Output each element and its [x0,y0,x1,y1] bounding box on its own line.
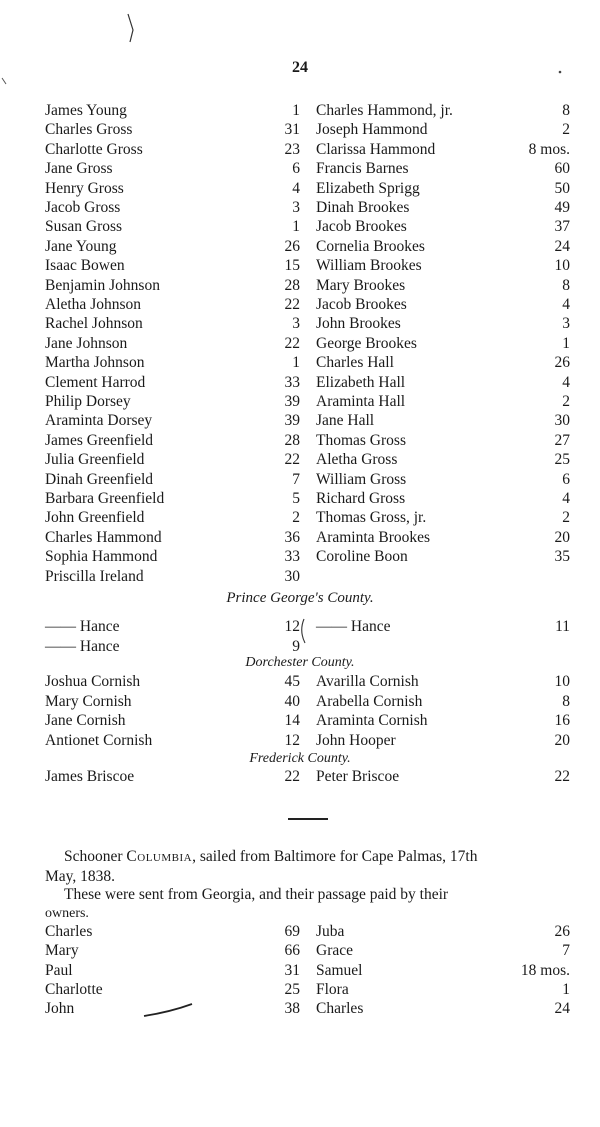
left-age: 33 [284,548,300,566]
left-age: 28 [284,431,300,449]
left-age: 15 [284,257,300,275]
right-age: 4 [562,490,570,507]
entry-row [0,431,600,450]
entry-row [0,120,600,139]
left-name: Jane Cornish [45,712,126,729]
left-age: 1 [292,218,300,236]
left-age: 38 [284,1000,300,1018]
left-age: 14 [284,712,300,729]
right-name: Juba [316,923,345,940]
entry-row [0,411,600,430]
left-name: Sophia Hammond [45,548,158,566]
right-name: Samuel [316,961,363,979]
entry-row [0,767,600,786]
entry-row [0,941,600,960]
right-name: Richard Gross [316,490,406,507]
schooner-line-4: owners. [45,906,89,921]
left-age: 66 [284,942,300,960]
left-name: Jane Gross [45,160,113,178]
stray-pen-stroke [140,998,220,1028]
right-age: 22 [554,768,570,785]
right-name: Elizabeth Sprigg [316,179,420,197]
right-name: Coroline Boon [316,548,408,566]
entry-row [0,373,600,392]
right-age: 3 [562,315,570,333]
left-age: 23 [284,140,300,158]
left-age: 1 [292,102,300,119]
schooner-line-2: May, 1838. [45,868,116,885]
left-name: Charles Hammond [45,528,162,546]
section-divider [288,818,328,820]
left-name: Clement Harrod [45,373,146,391]
entry-row [0,276,600,295]
left-name: —— Hance [45,618,120,635]
right-name: John Brookes [316,315,401,333]
left-age: 22 [284,296,300,313]
right-name: George Brookes [316,334,417,352]
page-number: 24 [292,59,308,76]
left-age: 3 [292,199,300,216]
left-age: 45 [284,673,300,690]
left-age: 7 [292,470,300,488]
left-age: 40 [284,692,300,710]
left-age: 22 [284,768,300,785]
left-name: Antionet Cornish [45,731,153,749]
left-name: Isaac Bowen [45,257,125,275]
left-age: 69 [284,923,300,940]
entry-row [0,295,600,314]
right-name: John Hooper [316,731,396,749]
left-name: Charles [45,923,93,940]
entry-row [0,692,600,711]
county-heading-prince-georges: Prince George's County. [226,590,374,606]
right-name: Grace [316,942,353,960]
right-age: 20 [554,528,570,546]
left-name: Jacob Gross [45,199,121,216]
right-age: 26 [554,354,570,372]
right-age: 2 [562,393,570,410]
right-age: 26 [554,923,570,940]
entry-row [0,217,600,236]
right-name: Peter Briscoe [316,768,400,785]
left-age: 31 [284,961,300,979]
left-name: Priscilla Ireland [45,567,144,585]
left-name: Mary [45,942,79,960]
left-age: 4 [292,179,300,197]
left-name: Barbara Greenfield [45,490,165,507]
entry-row [0,179,600,198]
left-name: Benjamin Johnson [45,276,160,294]
right-age: 27 [554,431,570,449]
right-age: 16 [554,712,570,729]
right-age: 50 [554,179,570,197]
left-name: Paul [45,961,73,979]
left-age: 1 [292,354,300,372]
right-age: 60 [554,160,570,178]
entry-row [0,508,600,527]
left-name: Julia Greenfield [45,451,145,469]
right-name: Avarilla Cornish [316,673,419,690]
left-age: 39 [284,412,300,430]
right-name: Elizabeth Hall [316,373,406,391]
right-name: Mary Brookes [316,276,406,294]
left-name: Philip Dorsey [45,393,131,410]
right-name: Joseph Hammond [316,121,428,139]
entry-row [0,140,600,159]
right-age: 35 [554,548,570,566]
right-age: 7 [562,942,570,960]
left-age: 22 [284,451,300,469]
right-age: 6 [562,470,570,488]
schooner-prefix: Schooner [64,848,123,865]
right-age: 24 [554,237,570,255]
left-age: 12 [284,618,300,635]
stray-pen-mark-top [0,0,600,100]
left-age: 26 [284,237,300,255]
left-name: Joshua Cornish [45,673,141,690]
entry-row [0,256,600,275]
right-name: Charles Hammond, jr. [316,102,453,119]
left-name: Jane Johnson [45,334,128,352]
left-name: Charlotte Gross [45,140,143,158]
right-age: 11 [555,618,570,635]
right-name: William Brookes [316,257,422,275]
right-age: 4 [562,373,570,391]
entry-row [0,470,600,489]
right-age: 8 [562,692,570,710]
right-name: Cornelia Brookes [316,237,425,255]
entry-row [0,237,600,256]
left-age: 9 [292,638,300,655]
left-name: Mary Cornish [45,692,132,710]
left-age: 3 [292,315,300,333]
entry-row [0,961,600,980]
entry-row [0,392,600,411]
right-name: Jacob Brookes [316,218,407,236]
right-age: 37 [554,218,570,236]
ship-name: Columbia [126,848,193,865]
entry-row [0,567,600,586]
left-name: —— Hance [45,638,120,655]
right-name: —— Hance [316,618,391,635]
left-name: Charles Gross [45,121,133,139]
left-name: Dinah Greenfield [45,470,154,488]
right-name: Charles Hall [316,354,394,372]
left-age: 39 [284,393,300,410]
left-name: Jane Young [45,237,117,255]
entry-row [0,489,600,508]
entry-row [0,731,600,750]
right-age: 49 [554,199,570,216]
entry-row [0,528,600,547]
entry-row [0,159,600,178]
entry-row [0,547,600,566]
left-name: James Briscoe [45,768,135,785]
right-age: 30 [554,412,570,430]
right-age: 18 mos. [520,961,570,979]
right-age: 1 [562,334,570,352]
right-age: 24 [554,1000,570,1018]
entry-row [0,450,600,469]
right-name: William Gross [316,470,407,488]
entry-row [0,711,600,730]
right-name: Charles [316,1000,364,1018]
left-name: Araminta Dorsey [45,412,153,430]
right-age: 1 [562,980,570,998]
entry-row [0,980,600,999]
left-name: Martha Johnson [45,354,145,372]
entry-row [0,922,600,941]
right-age: 8 [562,276,570,294]
left-age: 5 [292,490,300,507]
right-name: Jane Hall [316,412,375,430]
right-name: Arabella Cornish [316,692,423,710]
right-age: 25 [554,451,570,469]
left-name: Rachel Johnson [45,315,143,333]
right-age: 2 [562,509,570,527]
left-name: Henry Gross [45,179,124,197]
left-age: 2 [292,509,300,527]
right-age: 8 mos. [528,140,570,158]
right-name: Aletha Gross [316,451,398,469]
left-name: James Greenfield [45,431,154,449]
right-name: Araminta Cornish [316,712,428,729]
left-age: 22 [284,334,300,352]
left-age: 31 [284,121,300,139]
right-name: Flora [316,980,349,998]
entry-row [0,672,600,691]
entry-row [0,314,600,333]
left-age: 36 [284,528,300,546]
left-age: 33 [284,373,300,391]
left-name: Charlotte [45,980,103,998]
schooner-voyage: , sailed from Baltimore for Cape Palmas, 17th [192,848,478,865]
right-age: 20 [554,731,570,749]
right-name: Jacob Brookes [316,296,407,313]
left-age: 6 [292,160,300,178]
left-age: 25 [284,980,300,998]
entry-row [0,353,600,372]
county-heading-frederick: Frederick County. [249,751,351,766]
left-age: 30 [284,567,300,585]
left-name: John Greenfield [45,509,145,527]
left-name: Aletha Johnson [45,296,142,313]
entry-row [0,198,600,217]
schooner-line-1 [64,848,478,866]
entry-row [0,101,600,120]
entry-row [0,334,600,353]
right-age: 10 [554,257,570,275]
left-name: Susan Gross [45,218,123,236]
county-heading-dorchester: Dorchester County. [245,655,355,670]
left-name: John [45,1000,75,1018]
right-name: Araminta Hall [316,393,406,410]
right-name: Thomas Gross, jr. [316,509,427,527]
right-name: Clarissa Hammond [316,140,436,158]
right-age: 10 [554,673,570,690]
entry-row [0,999,600,1018]
right-name: Francis Barnes [316,160,409,178]
right-name: Thomas Gross [316,431,406,449]
bracket-mark [296,617,316,651]
left-age: 12 [284,731,300,749]
left-name: James Young [45,102,127,119]
left-age: 28 [284,276,300,294]
right-name: Dinah Brookes [316,199,410,216]
right-age: 8 [562,102,570,119]
right-age: 4 [562,296,570,313]
right-name: Araminta Brookes [316,528,431,546]
right-age: 2 [562,121,570,139]
schooner-line-3: These were sent from Georgia, and their passage paid by their [64,886,449,903]
